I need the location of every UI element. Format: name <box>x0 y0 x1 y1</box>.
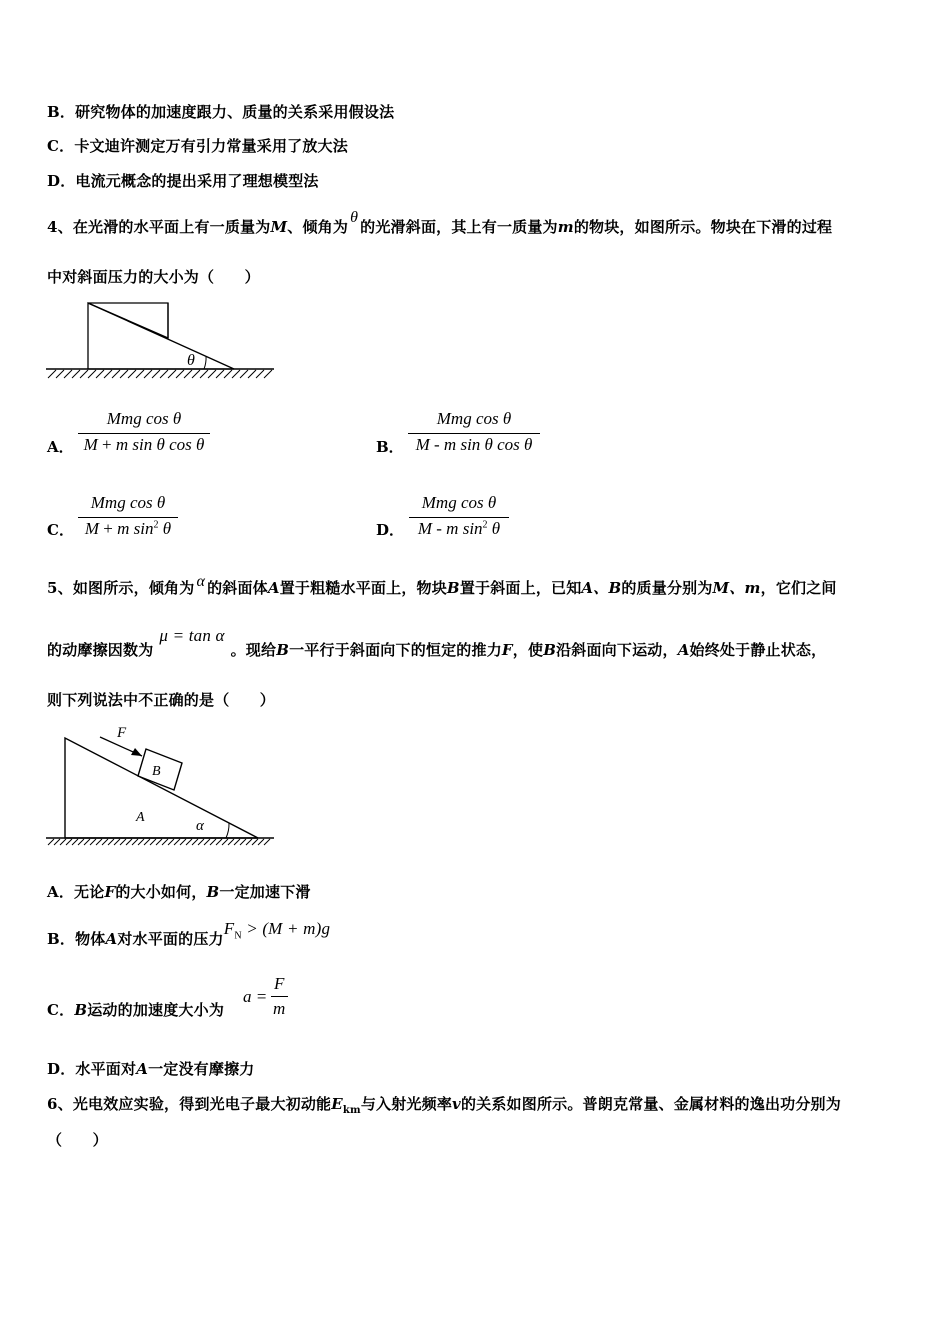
q4-option-a-fraction: Mmg cos θ M + m sin θ cos θ <box>78 409 210 459</box>
q5-stem-line3: 则下列说法中不正确的是（ ） <box>47 691 276 709</box>
q4-option-b-fraction: Mmg cos θ M - m sin θ cos θ <box>408 409 540 459</box>
q4-option-c-label: C． <box>47 521 74 539</box>
q5-wedge-label: A <box>136 810 145 825</box>
q5-stem-line2: 的动摩擦因数为μ = tan α。现给B一平行于斜面向下的恒定的推力F，使B沿斜面向下运动，A始终处于静止状态， <box>47 626 827 659</box>
q5-option-b: B．物体A对水平面的压力$F_N > (M + m)g$ <box>47 919 331 948</box>
q4-option-a-label: A． <box>47 438 74 456</box>
q5-option-d: D．水平面对A一定没有摩擦力 <box>47 1060 255 1078</box>
q4-option-d-fraction: Mmg cos θ M - m $\sin^2 \theta$ <box>409 493 509 543</box>
q5-incline-figure <box>44 720 276 848</box>
q4-block <box>88 303 168 338</box>
q3-option-d: D．电流元概念的提出采用了理想模型法 <box>47 172 319 190</box>
q3-option-b: B．研究物体的加速度跟力、质量的关系采用假设法 <box>47 103 395 121</box>
q4-incline-figure <box>44 298 276 382</box>
q5-option-a: A．无论F的大小如何，B一定加速下滑 <box>47 883 311 901</box>
q4-option-b-label: B． <box>376 438 404 456</box>
q5-block-label: B <box>152 764 161 779</box>
q6-stem-line1: 6、光电效应实验，得到光电子最大初动能$E_{km}$与入射光频率v的关系如图所示。普朗克常量、金属材料的逸出功分别为 <box>47 1095 841 1116</box>
q6-stem-line2: （ ） <box>47 1131 108 1149</box>
q5-stem-line1: 5、如图所示，倾角为 α 的斜面体A置于粗糙水平面上，物块B置于斜面上，已知A、B的质量分别为M、m，它们之间 <box>47 573 837 597</box>
q3-option-c: C．卡文迪许测定万有引力常量采用了放大法 <box>47 137 348 155</box>
q5-force-label: F <box>117 725 127 741</box>
q5-option-c: C．B运动的加速度大小为 <box>47 1001 225 1019</box>
q5-angle-label: α <box>196 818 204 834</box>
q4-option-c-fraction: Mmg cos θ M + m $\sin^2 \theta$ <box>78 493 178 543</box>
q5-option-c-formula: a = F m <box>243 974 293 1022</box>
q4-angle-label: θ <box>187 352 195 369</box>
q4-stem-line2: 中对斜面压力的大小为（ ） <box>47 268 260 286</box>
q4-stem-line1: 4、在光滑的水平面上有一质量为M、倾角为θ的光滑斜面，其上有一质量为m的物块，如图所示。物块在下滑的过程 <box>47 209 833 236</box>
q4-option-d-label: D． <box>376 521 405 539</box>
